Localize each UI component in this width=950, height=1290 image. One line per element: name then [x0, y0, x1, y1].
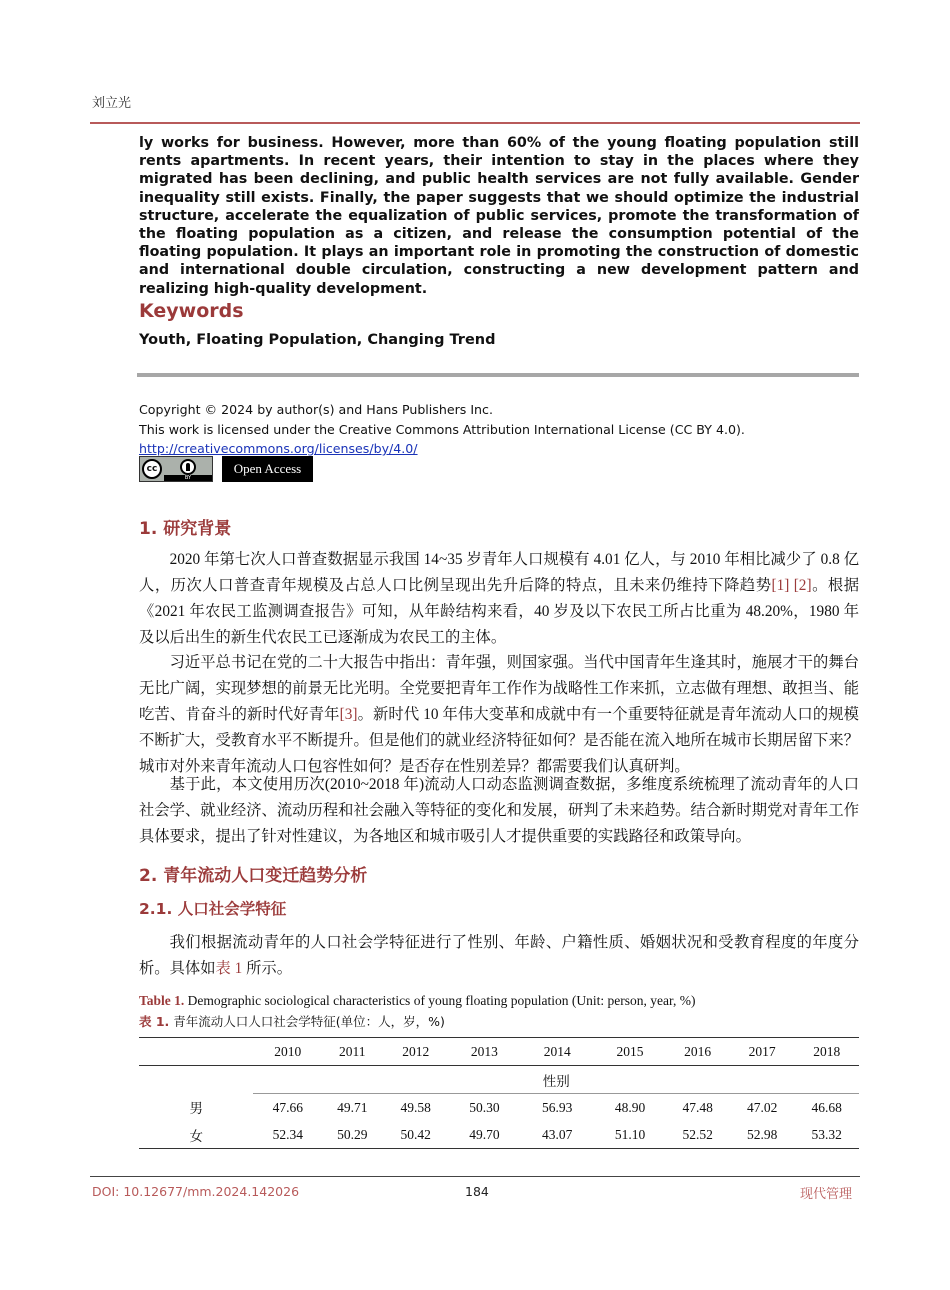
table-cell: 49.58: [400, 1099, 431, 1115]
table-caption-text: 青年流动人口人口社会学特征(单位：人，岁，%): [169, 1014, 445, 1029]
table-row: [139, 1121, 859, 1149]
footer-divider: [90, 1176, 860, 1177]
table-cell: 53.32: [794, 1121, 859, 1149]
section-1-paragraph-2: [139, 650, 859, 780]
table-caption-text: Demographic sociological characteristics of young floating population (Unit: person, year, %): [184, 993, 696, 1008]
cc-by-license-icon[interactable]: [139, 456, 213, 482]
table-cell: 52.98: [730, 1121, 795, 1149]
section-1-paragraph-3: 基于此，本文使用历次(2010~2018 年)流动人口动态监测调查数据，多维度系统梳理了流动青年的人口社会学、就业经济、流动历程和社会融入等特征的变化和发展，研判了未来趋势。结合新时期党对青年工作具体要求，提出了针对性建议，为各地区和城市吸引人才提供重要的实践路径和政策导向。: [139, 776, 859, 845]
table-cell: 43.07: [520, 1121, 595, 1149]
table-header-cell: 2012: [382, 1038, 449, 1066]
section-1-heading: 1. 研究背景: [139, 519, 232, 539]
table-header-cell: 2018: [794, 1038, 859, 1066]
table-header-cell: 2014: [520, 1038, 595, 1066]
table-group-label: 性别: [253, 1066, 859, 1094]
section-1-paragraph-1: [139, 547, 859, 651]
section-2-heading: 2. 青年流动人口变迁趋势分析: [139, 866, 368, 886]
copyright-line: Copyright © 2024 by author(s) and Hans Publishers Inc.: [139, 402, 493, 417]
citation-link[interactable]: [1] [2]: [771, 577, 812, 594]
table-cell: 47.02: [746, 1099, 778, 1115]
paragraph-text: 。根据《2021 年农民工监测调查报告》可知，从年龄结构来看，40 岁及以下农民工所占比重为 48.20%，1980 年及以后出生的新生代农民工已逐渐成为农民工的主体。: [139, 577, 859, 646]
table-label: 表 1.: [139, 1014, 170, 1029]
table-header-cell: [139, 1038, 253, 1066]
table-cell: [139, 1066, 253, 1094]
paragraph-text: 习近平总书记在党的二十大报告中指出：青年强，则国家强。当代中国青年生逢其时，施展才干的舞台无比广阔，实现梦想的前景无比光明。全党要把青年工作作为战略性工作来抓，立志做有理想、敢担当、能吃苦、肯奋斗的新时代好青年: [139, 654, 859, 723]
table-group-row: [139, 1066, 859, 1094]
table-cell: 51.10: [595, 1121, 666, 1149]
journal-name: 现代管理: [800, 1187, 853, 1202]
license-link[interactable]: http://creativecommons.org/licenses/by/4.0/: [139, 441, 418, 456]
license-line: This work is licensed under the Creative Commons Attribution International License (CC BY 4.0).: [139, 421, 745, 437]
table-cell: 52.34: [253, 1121, 322, 1149]
abstract-text: ly works for business. However, more than 60% of the young floating population still rents apartments. In recent years, their intention to stay in the places where they migrated has been declining, and public health services are not fully available. Gender inequality still exists. Finally, the paper suggests that we should optimize the industrial structure, accelerate the equalization of public services, promote the transformation of the floating population as a citizen, and release the consumption potential of the floating population. It plays an important role in promoting the construction of domestic and international double circulation, constructing a new development pattern and realizing high-quality development.: [139, 135, 859, 297]
footer-doi[interactable]: DOI: 10.12677/mm.2024.142026: [92, 1184, 300, 1199]
table-header-cell: 2013: [449, 1038, 520, 1066]
keywords-heading: Keywords: [139, 300, 244, 322]
person-icon: [180, 459, 196, 475]
table-cell: 46.68: [811, 1099, 842, 1115]
section-2-1-paragraph: [139, 930, 859, 982]
table-cell: 48.90: [614, 1099, 646, 1115]
table-cell: 56.93: [542, 1099, 573, 1115]
table-reference-link[interactable]: 表 1: [215, 960, 243, 977]
by-label: BY: [164, 475, 212, 481]
subsection-2-1-heading: 2.1. 人口社会学特征: [139, 900, 287, 918]
paragraph-text: 2020 年第七次人口普查数据显示我国 14~35 岁青年人口规模有 4.01 亿人，与 2010 年相比减少了 0.8 亿人，历次人口普查青年规模及占总人口比例呈现出先升后降的特点，且未来仍维持下降趋势: [139, 551, 859, 594]
table-caption-en: [139, 993, 695, 1009]
table-caption-zh: [139, 1012, 445, 1030]
table-cell: 52.52: [665, 1121, 730, 1149]
table-row-label: 女: [139, 1121, 253, 1149]
copyright-block: [139, 400, 745, 459]
table-cell: 47.48: [682, 1099, 713, 1115]
paragraph-text: 。新时代 10 年伟大变革和成就中有一个重要特征就是青年流动人口的规模不断扩大，受教育水平不断提升。但是他们的就业经济特征如何？是否能在流入地所在城市长期居留下来？城市对外来青年流动人口包容性如何？是否存在性别差异？都需要我们认真研判。: [139, 706, 859, 775]
table-row: [139, 1094, 859, 1122]
keywords-divider: [137, 373, 859, 377]
paragraph-text: 所示。: [242, 960, 292, 977]
table-cell: 50.29: [322, 1121, 382, 1149]
table-cell: 47.66: [272, 1099, 303, 1115]
table-cell: 50.30: [469, 1099, 500, 1115]
table-label: Table 1.: [139, 993, 185, 1008]
table-header-cell: 2015: [595, 1038, 666, 1066]
table-cell: 49.70: [449, 1121, 520, 1149]
table-cell: 50.42: [382, 1121, 449, 1149]
table-header-cell: 2011: [322, 1038, 382, 1066]
table-header-cell: 2016: [665, 1038, 730, 1066]
demographic-table: [139, 1037, 859, 1149]
cc-icon: cc: [142, 459, 162, 479]
table-row-label: 男: [189, 1101, 203, 1117]
open-access-badge[interactable]: Open Access: [222, 456, 313, 482]
table-cell: 49.71: [337, 1099, 368, 1115]
header-divider: [90, 122, 860, 124]
table-header-cell: 2010: [253, 1038, 322, 1066]
running-header-author: 刘立光: [92, 95, 132, 110]
citation-link[interactable]: [3]: [339, 706, 358, 723]
page-number: 184: [465, 1184, 489, 1199]
table-header-cell: 2017: [730, 1038, 795, 1066]
table-header-row: [139, 1038, 859, 1066]
keywords-text: Youth, Floating Population, Changing Trend: [139, 332, 496, 348]
paragraph-text: 我们根据流动青年的人口社会学特征进行了性别、年龄、户籍性质、婚姻状况和受教育程度的年度分析。具体如: [139, 934, 859, 977]
